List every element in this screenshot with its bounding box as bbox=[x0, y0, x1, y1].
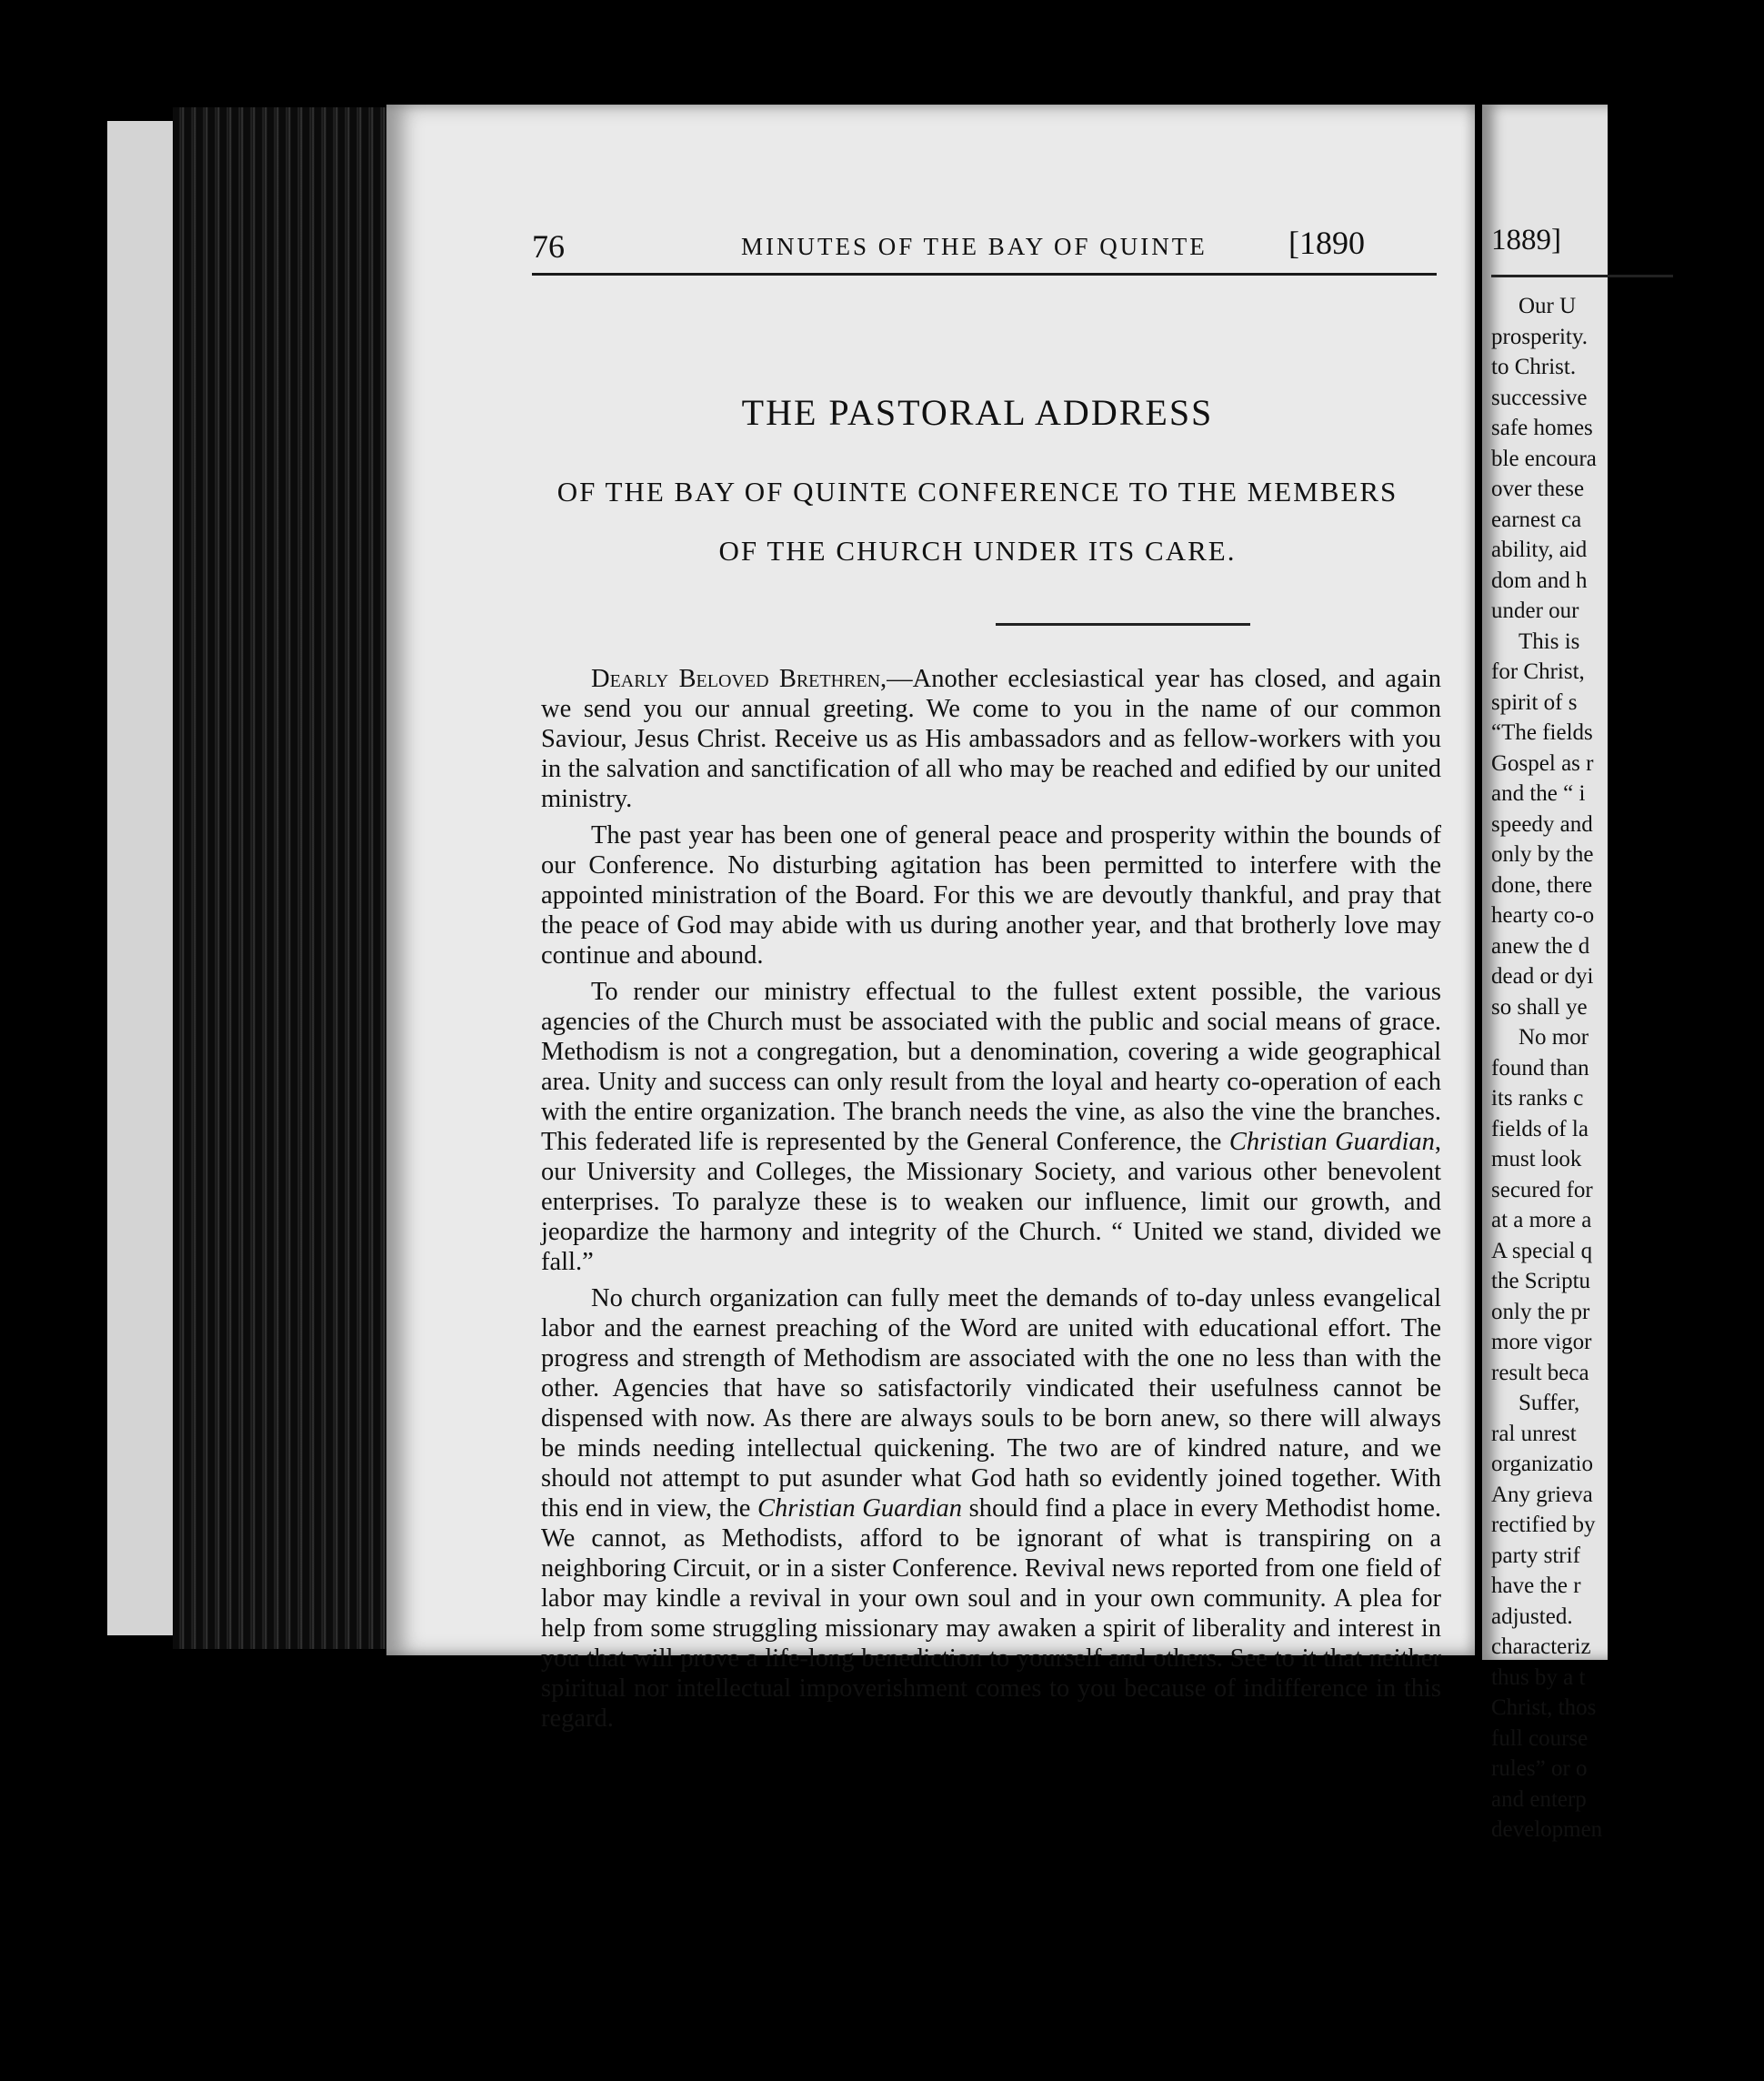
salutation: Dearly Beloved Brethren, bbox=[591, 665, 887, 693]
right-page-lines bbox=[1491, 291, 1764, 1845]
right-page-line: earnest ca bbox=[1491, 507, 1582, 532]
right-page-line: rectified by bbox=[1491, 1513, 1596, 1537]
right-page-line: A special q bbox=[1491, 1238, 1593, 1263]
right-page-line: safe homes bbox=[1491, 416, 1593, 440]
paragraph-3-text-a: To render our ministry effectual to the fullest extent possible, the various agencies of the Church must be associated with the public and social means of grace. Methodism is not a congregation, but a denomination, covering a wide geographical area. Unity and success can only result from the loyal and hearty co-operation of each with the entire organization. The branch needs the vine, as also the vine the branches. This federated life is represented by the General Conference, the bbox=[541, 978, 1441, 1156]
right-page-line: ral unrest bbox=[1491, 1421, 1577, 1446]
header-year: [1890 bbox=[1288, 225, 1365, 261]
right-page-year: 1889] bbox=[1491, 224, 1561, 256]
right-page-line: done, there bbox=[1491, 872, 1593, 898]
paragraph-4 bbox=[541, 1283, 1441, 1734]
right-page-line: the Scriptu bbox=[1491, 1269, 1591, 1293]
right-page-line: speedy and bbox=[1491, 811, 1593, 837]
right-page-line: Christ, thos bbox=[1491, 1695, 1597, 1720]
right-page-line: only by the bbox=[1491, 842, 1594, 867]
right-page-line: must look bbox=[1491, 1147, 1582, 1171]
running-head: MINUTES OF THE BAY OF QUINTE bbox=[741, 233, 1208, 260]
right-page-line: dom and h bbox=[1491, 568, 1588, 593]
right-page-line: have the r bbox=[1491, 1573, 1581, 1598]
right-page-line: secured for bbox=[1491, 1177, 1593, 1202]
right-page-line: at a more a bbox=[1491, 1208, 1592, 1232]
right-page-line: organizatio bbox=[1491, 1452, 1593, 1476]
book-page-stack bbox=[173, 107, 400, 1649]
right-page-line: only the pr bbox=[1491, 1299, 1590, 1324]
right-page-line: full course bbox=[1491, 1725, 1589, 1751]
right-page-line: result beca bbox=[1491, 1360, 1589, 1385]
right-page bbox=[1482, 105, 1608, 1842]
right-page-line: No mor bbox=[1518, 1025, 1589, 1050]
right-page-line: under our bbox=[1491, 598, 1579, 623]
right-page-line: party strif bbox=[1491, 1543, 1580, 1568]
paragraph-4-text-a: No church organization can fully meet the demands of to-day unless evangelical labor and the earnest preaching of the Word are united with educational effort. The progress and strength of Methodism are associated with the one no less than with the other. Agencies that have so satisfactorily vindicated their usefulness cannot be dispensed with now. As there are always souls to be born anew, so there will always be minds needing intellectual quickening. The two are of kindred nature, and we should not attempt to put asunder what God hath so evidently joined together. With this end in view, the bbox=[541, 1284, 1441, 1523]
paragraph-2: The past year has been one of general peace and prosperity within the bounds of our Conference. No disturbing agitation has been permitted to interfere with the appointed ministration of the Board. For this we are devoutly thankful, and pray that the peace of God may abide with us during another year, and that brotherly love may continue and abound. bbox=[541, 821, 1441, 970]
subtitle-line-1: OF THE BAY OF QUINTE CONFERENCE TO THE MEMBERS bbox=[556, 476, 1398, 508]
right-page-line: dead or dyi bbox=[1491, 964, 1594, 989]
right-page-line: thus by a t bbox=[1491, 1664, 1586, 1690]
right-page-line: Our U bbox=[1518, 294, 1577, 318]
right-page-line: successive bbox=[1491, 385, 1588, 410]
subtitle-line-2: OF THE CHURCH UNDER ITS CARE. bbox=[718, 535, 1237, 567]
right-page-line: characteriz bbox=[1491, 1634, 1591, 1659]
paragraph-4-text-b: should find a place in every Methodist home. We cannot, as Methodists, afford to be ignorant of what is transpiring on a neighboring Circuit, or in a sister Conference. Revival news reported from one field of labor may kindle a revival in your own soul and in your own community. A plea for help from some struggling missionary may awaken a spirit of liberality and interest in you that will prove a life-long benediction to yourself and others. See to it that neither spiritual nor intellectual impoverishment comes to you because of indifference in this regard. bbox=[541, 1494, 1441, 1733]
paragraph-1 bbox=[541, 664, 1441, 814]
right-page-line: prosperity. bbox=[1491, 324, 1588, 349]
right-page-line: ability, aid bbox=[1491, 538, 1588, 562]
right-page-line: and the “ i bbox=[1491, 781, 1586, 806]
right-page-line: ble encoura bbox=[1491, 446, 1597, 471]
right-page-rule bbox=[1491, 275, 1673, 277]
right-page-line: found than bbox=[1491, 1055, 1589, 1081]
right-page-line: hearty co-o bbox=[1491, 903, 1595, 928]
page-number: 76 bbox=[532, 228, 565, 265]
right-page-line: developmen bbox=[1491, 1817, 1603, 1842]
paragraph-3-text-b: , our University and Colleges, the Missionary Society, and various other benevolent enterprises. To paralyze these is to weaken our influence, limit our growth, and jeopardize the harmony and integrity of the Church. “ United we stand, divided we fall.” bbox=[541, 1128, 1441, 1276]
right-page-line: Suffer, bbox=[1518, 1391, 1580, 1415]
right-page-line: Gospel as r bbox=[1491, 750, 1594, 776]
right-page-line: its ranks c bbox=[1491, 1086, 1584, 1111]
right-page-line: to Christ. bbox=[1491, 355, 1577, 379]
paragraph-3 bbox=[541, 977, 1441, 1277]
right-page-line: adjusted. bbox=[1491, 1603, 1573, 1629]
page-header bbox=[532, 218, 1437, 276]
right-page-line: and enterp bbox=[1491, 1786, 1587, 1812]
main-title: THE PASTORAL ADDRESS bbox=[741, 392, 1214, 433]
right-page-line: fields of la bbox=[1491, 1116, 1589, 1141]
right-page-line: spirit of s bbox=[1491, 689, 1578, 715]
left-page bbox=[386, 105, 1475, 1733]
right-page-line: for Christ, bbox=[1491, 659, 1585, 684]
paragraph-1-text: —Another ecclesiastical year has closed, and again we send you our annual greeting. We come to you in the name of our common Saviour, Jesus Christ. Receive us as His ambassadors and as fellow-workers with you in the salvation and sanctification of all who may be reached and edified by our united ministry. bbox=[541, 665, 1441, 813]
right-page-line: so shall ye bbox=[1491, 994, 1588, 1020]
title-rule bbox=[996, 623, 1250, 626]
right-page-line: rules” or o bbox=[1491, 1756, 1588, 1781]
right-page-line: over these bbox=[1491, 477, 1585, 501]
paragraph-3-italic: Christian Guardian bbox=[1228, 1128, 1435, 1156]
body-text bbox=[541, 664, 1441, 1740]
right-page-line: “The fields bbox=[1491, 720, 1593, 745]
right-page-line: more vigor bbox=[1491, 1330, 1592, 1354]
right-page-line: anew the d bbox=[1491, 933, 1590, 959]
paragraph-4-italic: Christian Guardian bbox=[757, 1494, 963, 1523]
right-page-line: Any grieva bbox=[1491, 1482, 1593, 1507]
right-page-line: This is bbox=[1518, 628, 1580, 654]
